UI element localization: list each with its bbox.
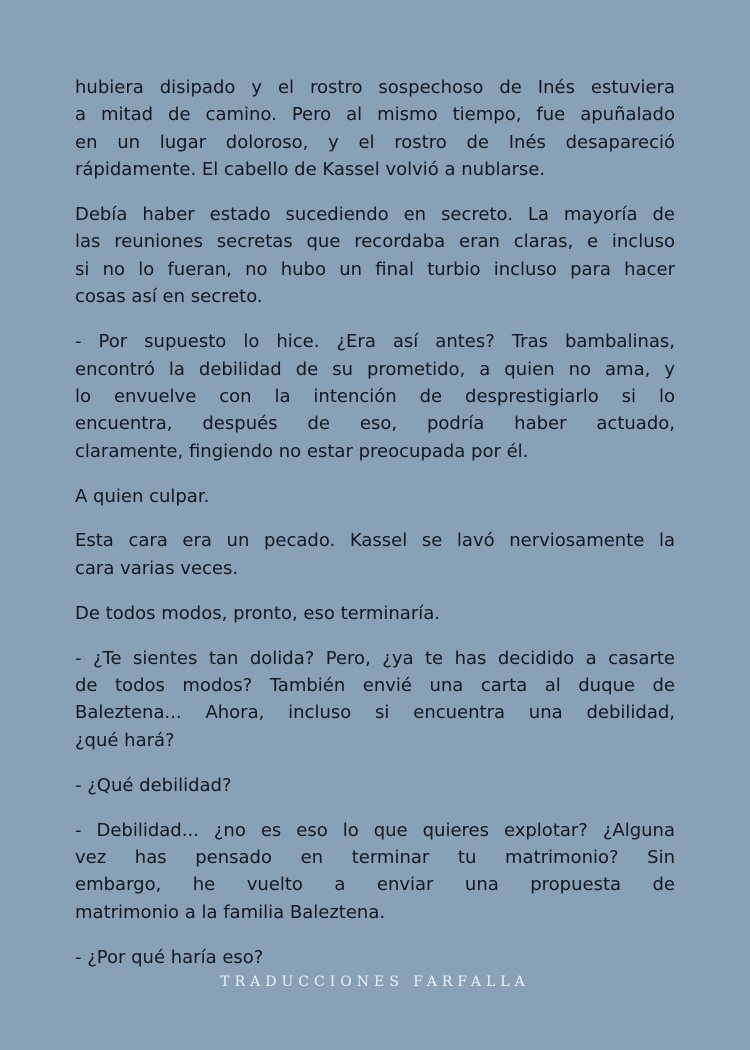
text-line: - ¿Por qué haría eso? (75, 946, 264, 968)
text-line: hubiera disipado y el rostro sospechoso de Inés estuviera (75, 77, 675, 98)
text-line: - Por supuesto lo hice. ¿Era así antes? Tras bambalinas, (75, 331, 675, 353)
paragraph (75, 600, 675, 627)
text-line: De todos modos, pronto, eso terminaría. (75, 602, 440, 624)
text-line: las reuniones secretas que recordaba eran claras, e incluso (75, 231, 675, 253)
text-line: si no lo fueran, no hubo un final turbio incluso para hacer (75, 258, 675, 280)
text-line: cara varias veces. (75, 557, 239, 579)
paragraph (75, 527, 675, 582)
text-line: rápidamente. El cabello de Kassel volvió a nublarse. (75, 159, 546, 181)
paragraph (75, 74, 675, 184)
text-line: embargo, he vuelto a enviar una propuesta de (75, 874, 675, 896)
text-line: en un lugar doloroso, y el rostro de Inés desapareció (75, 131, 675, 153)
text-line: Debía haber estado sucediendo en secreto. La mayoría de (75, 204, 675, 226)
text-line: Esta cara era un pecado. Kassel se lavó nerviosamente la (75, 530, 675, 552)
paragraph (75, 645, 675, 755)
text-line: lo envuelve con la intención de desprestigiarlo si lo (75, 385, 675, 407)
footer-credit: TRADUCCIONES FARFALLA (220, 974, 530, 990)
text-line: - ¿Te sientes tan dolida? Pero, ¿ya te has decidido a casarte (75, 647, 675, 669)
page-body (75, 74, 675, 989)
paragraph (75, 772, 675, 799)
paragraph (75, 817, 675, 927)
text-line: Baleztena... Ahora, incluso si encuentra una debilidad, (75, 702, 675, 724)
text-line: cosas así en secreto. (75, 286, 263, 308)
text-line: a mitad de camino. Pero al mismo tiempo, fue apuñalado (75, 104, 675, 126)
text-line: ¿qué hará? (75, 729, 175, 751)
text-line: encontró la debilidad de su prometido, a quien no ama, y (75, 358, 675, 380)
paragraph (75, 944, 675, 971)
text-line: de todos modos? También envié una carta al duque de (75, 675, 675, 697)
paragraph (75, 201, 675, 311)
text-line: vez has pensado en terminar tu matrimonio? Sin (75, 846, 675, 868)
text-line: matrimonio a la familia Baleztena. (75, 901, 386, 923)
text-line: - Debilidad... ¿no es eso lo que quieres explotar? ¿Alguna (75, 819, 675, 841)
paragraph (75, 483, 675, 510)
text-line: encuentra, después de eso, podría haber actuado, (75, 413, 675, 435)
text-line: - ¿Qué debilidad? (75, 774, 232, 796)
paragraph (75, 328, 675, 465)
text-line: claramente, fingiendo no estar preocupada por él. (75, 440, 529, 462)
text-line: A quien culpar. (75, 485, 210, 507)
